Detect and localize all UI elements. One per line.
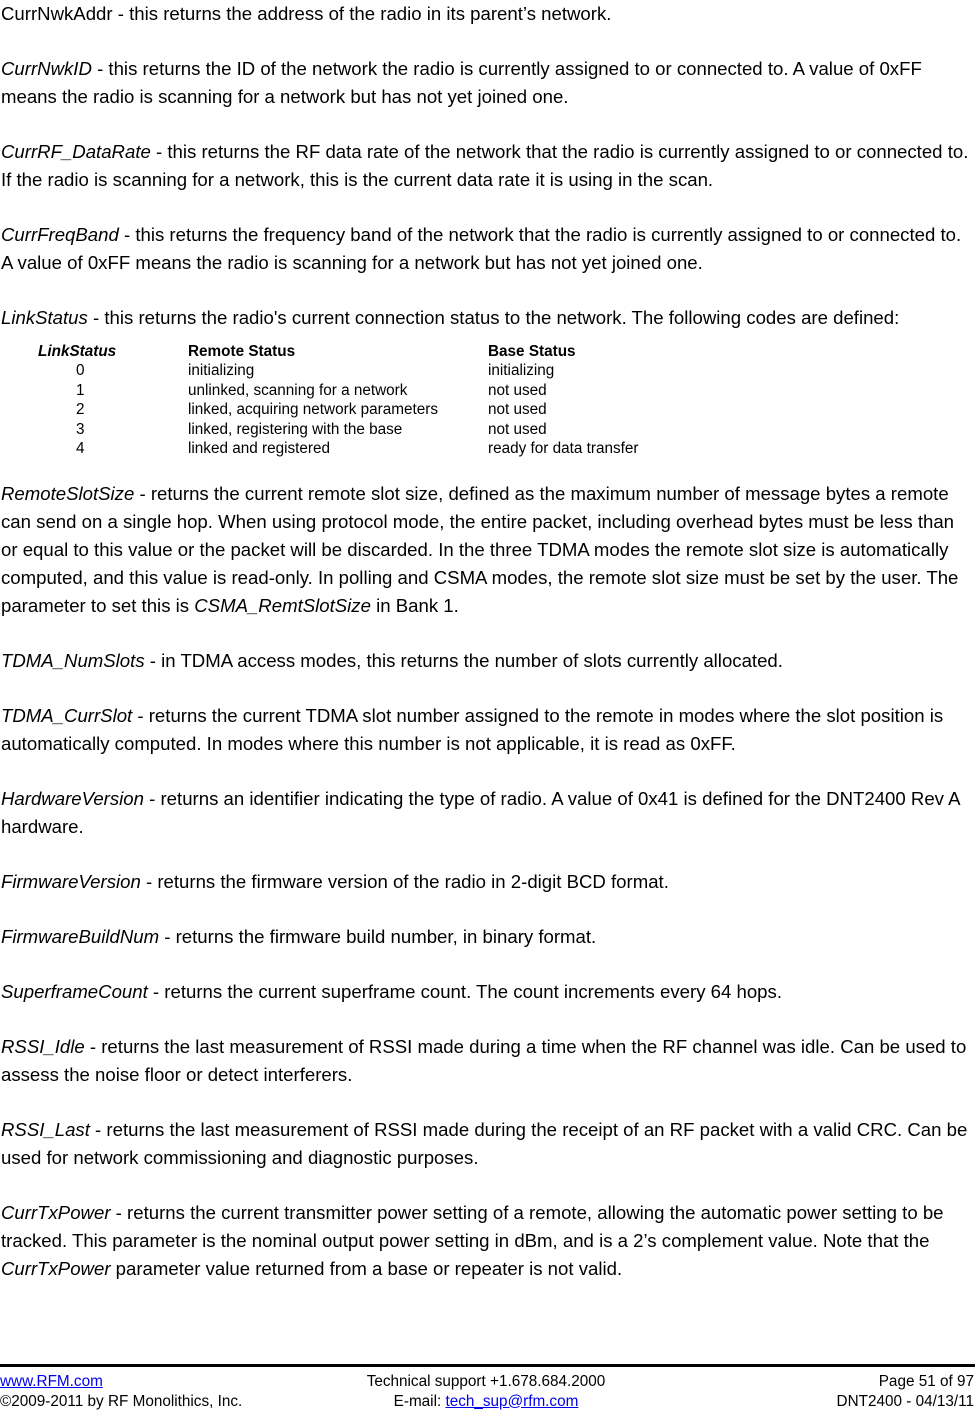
table-row — [38, 439, 639, 458]
param-desc: - returns the last measurement of RSSI made during a time when the RF channel was idle. Can be used to assess the noise floor or detect interferers. — [1, 1036, 967, 1086]
doc-id: DNT2400 - 04/13/11 — [836, 1392, 974, 1410]
para-firmwareversion — [1, 868, 973, 896]
table-cell: initializing — [488, 362, 555, 380]
email-line — [330, 1392, 642, 1412]
table-cell: 4 — [76, 440, 85, 458]
param-desc: - returns an identifier indicating the type of radio. A value of 0x41 is defined for the DNT2400 Rev A hardware. — [1, 788, 960, 838]
table-cell: 0 — [76, 362, 85, 380]
table-header: LinkStatus — [38, 343, 117, 360]
param-desc: - in TDMA access modes, this returns the number of slots currently allocated. — [144, 650, 783, 672]
param-name: RSSI_Idle — [1, 1036, 85, 1058]
param-name: CurrFreqBand — [1, 224, 119, 245]
website-link[interactable]: www.RFM.com — [0, 1373, 103, 1390]
document-body — [1, 0, 973, 1283]
param-name: CurrTxPower — [1, 1202, 111, 1224]
param-name: SuperframeCount — [1, 981, 148, 1003]
table-cell: linked, registering with the base — [188, 420, 403, 438]
param-desc: - this returns the radio's current connection status to the network. The following codes are defined: — [87, 307, 900, 328]
table-row — [38, 420, 639, 439]
table-row — [38, 361, 639, 380]
param-desc: - returns the current TDMA slot number assigned to the remote in modes where the slot position is automatically computed. In modes where this number is not applicable, it is read as 0xFF. — [1, 705, 944, 755]
table-row — [38, 400, 639, 419]
param-name: CurrRF_DataRate — [1, 141, 151, 162]
table-cell: not used — [488, 420, 547, 438]
page-number: Page 51 of 97 — [878, 1373, 974, 1390]
email-link[interactable]: tech_sup@rfm.com — [445, 1392, 579, 1410]
param-desc: - this returns the address of the radio in its parent’s network. — [112, 3, 612, 24]
table-header: Base Status — [488, 343, 576, 360]
table-cell: not used — [488, 381, 547, 399]
page-footer — [0, 1372, 975, 1411]
para-tdma-numslots — [1, 647, 973, 675]
para-superframecount — [1, 978, 973, 1006]
param-name: RSSI_Last — [1, 1119, 90, 1141]
param-reference: CurrTxPower — [1, 1258, 111, 1280]
param-name: HardwareVersion — [1, 788, 144, 810]
param-desc-tail: in Bank 1. — [370, 595, 459, 617]
param-desc: - returns the current remote slot size, defined as the maximum number of message bytes a remote can send on a single hop. When using protocol mode, the entire packet, including overhead bytes must be less than or equal to this value or the packet will be discarded. In the three TDMA modes the remote slot size is automatically computed, and this value is read-only. In polling and CSMA modes, the remote slot size must be set by the user. The parameter to set this is — [1, 483, 959, 617]
footer-divider — [0, 1364, 975, 1367]
param-name: CurrNwkAddr — [1, 3, 113, 24]
para-currfreqband — [1, 221, 973, 277]
param-desc: - this returns the RF data rate of the network that the radio is currently assigned to or connected to. If the radio is scanning for a network, this is the current data rate it is using in the scan. — [1, 141, 969, 190]
table-header: Remote Status — [188, 343, 296, 360]
para-rssi-last — [1, 1116, 973, 1172]
param-name: FirmwareVersion — [1, 871, 141, 893]
table-cell: 1 — [76, 381, 85, 399]
copyright: ©2009-2011 by RF Monolithics, Inc. — [0, 1392, 243, 1410]
para-hardwareversion — [1, 785, 973, 841]
para-linkstatus — [1, 304, 973, 332]
para-currnwkaddr — [1, 0, 973, 28]
param-name: FirmwareBuildNum — [1, 926, 160, 948]
param-name: RemoteSlotSize — [1, 483, 135, 505]
para-currnwkid — [1, 55, 973, 111]
table-cell: not used — [488, 401, 547, 419]
param-desc: - returns the current transmitter power setting of a remote, allowing the automatic power setting to be tracked. This parameter is the nominal output power setting in dBm, and is a 2’s complement value. Note that the — [1, 1202, 944, 1252]
param-reference: CSMA_RemtSlotSize — [194, 595, 371, 617]
param-desc: - returns the current superframe count. The count increments every 64 hops. — [147, 981, 782, 1003]
table-cell: ready for data transfer — [488, 440, 639, 458]
linkstatus-table — [38, 342, 639, 458]
para-firmwarebuildnum — [1, 923, 973, 951]
param-desc: - this returns the ID of the network the radio is currently assigned to or connected to. A value of 0xFF means the radio is scanning for a network but has not yet joined one. — [1, 58, 922, 107]
table-cell: linked and registered — [188, 440, 331, 458]
table-header-row — [38, 342, 639, 361]
param-name: CurrNwkID — [1, 58, 92, 79]
table-cell: 2 — [76, 401, 85, 419]
param-name: TDMA_CurrSlot — [1, 705, 133, 727]
table-cell: initializing — [188, 362, 255, 380]
para-rssi-idle — [1, 1033, 973, 1089]
param-desc: - returns the firmware build number, in binary format. — [159, 926, 597, 948]
param-name: TDMA_NumSlots — [1, 650, 145, 672]
para-currrf-datarate — [1, 138, 973, 194]
para-currtxpower — [1, 1199, 973, 1283]
param-desc: - this returns the frequency band of the network that the radio is currently assigned to or connected to. A value of 0xFF means the radio is scanning for a network but has not yet joined one. — [1, 224, 962, 273]
email-label: E-mail: — [393, 1392, 446, 1410]
param-name: LinkStatus — [1, 307, 88, 328]
table-cell: unlinked, scanning for a network — [188, 381, 408, 399]
support-phone: Technical support +1.678.684.2000 — [366, 1373, 606, 1390]
para-remoteslotsize — [1, 480, 973, 620]
param-desc-tail: parameter value returned from a base or repeater is not valid. — [110, 1258, 623, 1280]
para-tdma-currslot — [1, 702, 973, 758]
table-row — [38, 381, 639, 400]
table-cell: linked, acquiring network parameters — [188, 401, 438, 419]
table-cell: 3 — [76, 420, 85, 438]
param-desc: - returns the firmware version of the radio in 2-digit BCD format. — [140, 871, 669, 893]
param-desc: - returns the last measurement of RSSI made during the receipt of an RF packet with a valid CRC. Can be used for network commissioning and diagnostic purposes. — [1, 1119, 968, 1169]
